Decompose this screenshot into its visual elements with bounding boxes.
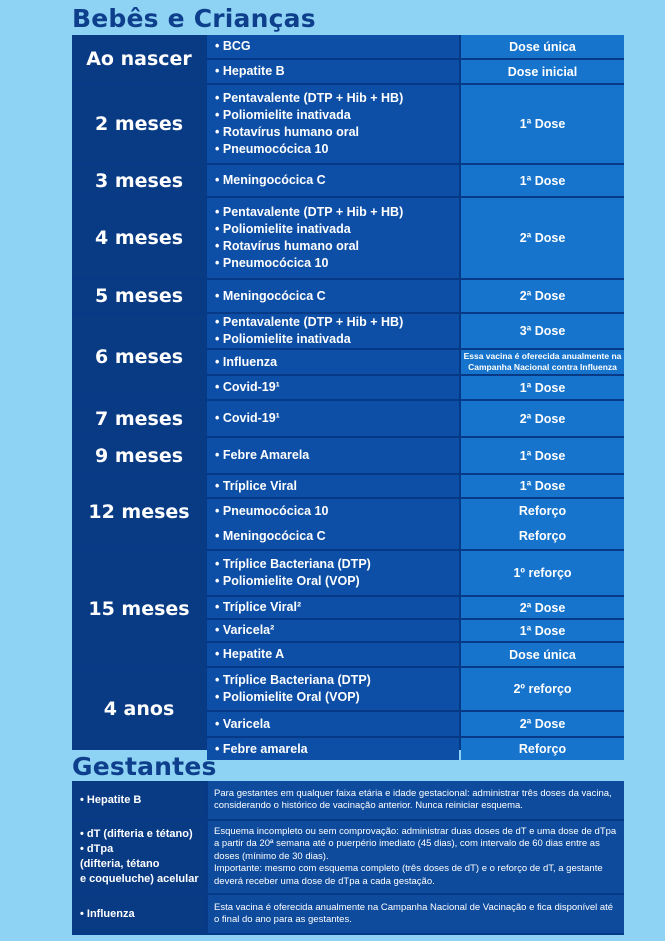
age-label: 3 meses <box>72 165 206 196</box>
dose-text: Reforço <box>518 504 567 518</box>
age-group <box>72 280 624 312</box>
vaccine-cell <box>207 350 459 374</box>
vaccine-cell <box>207 165 459 196</box>
vaccine-name: • Febre amarela <box>215 741 459 758</box>
age-group <box>72 551 624 666</box>
dose-text: 1ª Dose <box>519 623 566 638</box>
description-paragraph: Para gestantes em qualquer faixa etária e idade gestacional: administrar três doses da vacina, considerando o histórico de vacinação anterior. Nunca reiniciar esquema. <box>214 787 612 811</box>
dose-text: 1ª Dose <box>519 448 566 463</box>
age-label: Ao nascer <box>72 35 206 83</box>
vaccine-cell <box>207 35 459 58</box>
vaccine-name: • Rotavírus humano oral <box>215 124 459 141</box>
vaccine-name: • Poliomielite inativada <box>215 331 459 348</box>
age-group <box>72 165 624 196</box>
vaccine-cell <box>207 85 459 163</box>
vaccine-cell <box>207 198 459 278</box>
vaccine-name: • Poliomielite inativada <box>215 107 459 124</box>
dose-text: Reforço <box>518 742 567 756</box>
dose-cell <box>461 198 624 278</box>
dose-text: 3ª Dose <box>519 324 566 338</box>
dose-cell <box>461 597 624 618</box>
dose-text: 2ª Dose <box>519 717 566 731</box>
age-group <box>72 401 624 436</box>
dose-cell <box>461 165 624 196</box>
age-group <box>72 198 624 278</box>
pregnant-vaccine-label <box>72 781 206 819</box>
age-group <box>72 475 624 549</box>
age-group <box>72 668 624 756</box>
vaccine-name: • Hepatite A <box>215 646 459 663</box>
age-group <box>72 438 624 473</box>
vaccine-name: • Poliomielite inativada <box>215 221 459 238</box>
dose-text: 2ª Dose <box>519 289 566 303</box>
vaccine-name: • Pentavalente (DTP + Hib + HB) <box>215 204 459 221</box>
age-label: 9 meses <box>72 438 206 473</box>
dose-text: 1º reforço <box>513 566 572 580</box>
pregnant-vaccine-description <box>208 781 624 819</box>
vaccine-name: • Meningocócica C <box>215 288 459 305</box>
vaccine-cell <box>207 280 459 312</box>
section-title-babies: Bebês e Crianças <box>72 4 316 33</box>
vaccine-cell <box>207 551 459 595</box>
vaccine-cell <box>207 401 459 436</box>
description-paragraph: Esquema incompleto ou sem comprovação: administrar duas doses de dT e uma dose de dTpa a partir da 20ª semana até o puerpério imediato (45 dias), com intervalo de 60 dias entre as doses (mínimo de 30 dias). <box>214 825 617 862</box>
vaccine-cell <box>207 620 459 641</box>
vaccine-cell <box>207 499 459 523</box>
age-label: 5 meses <box>72 280 206 312</box>
age-label: 12 meses <box>72 475 206 549</box>
dose-cell <box>461 85 624 163</box>
dose-cell <box>461 620 624 641</box>
dose-text: 2ª Dose <box>519 231 566 245</box>
dose-text: 1ª Dose <box>519 479 566 493</box>
vaccine-cell <box>207 376 459 399</box>
vaccine-cell <box>207 523 459 549</box>
vaccine-name: • BCG <box>215 38 459 55</box>
dose-cell <box>461 643 624 666</box>
vaccine-name: • Poliomielite Oral (VOP) <box>215 689 459 706</box>
dose-cell <box>461 475 624 497</box>
dose-cell <box>461 401 624 436</box>
dose-cell <box>461 668 624 710</box>
vaccine-name: • Tríplice Viral <box>215 478 459 495</box>
dose-cell <box>461 280 624 312</box>
vaccine-name: • Varicela <box>215 716 459 733</box>
vaccine-cell <box>207 475 459 497</box>
pregnant-vaccine-name: • Hepatite B <box>80 793 142 806</box>
dose-cell <box>461 499 624 523</box>
age-label: 6 meses <box>72 314 206 399</box>
dose-cell <box>461 314 624 348</box>
vaccine-name: • Febre Amarela <box>215 447 459 464</box>
age-label: 15 meses <box>72 551 206 666</box>
dose-cell <box>461 35 624 58</box>
description-paragraph: Importante: mesmo com esquema completo (três doses de dT) e o reforço de dT, a gestante deverá receber uma dose de dTpa a cada gestação. <box>214 863 603 887</box>
dose-text: 2ª Dose <box>519 600 566 615</box>
vaccine-name: • Varicela² <box>215 622 459 639</box>
vaccine-name: • Tríplice Bacteriana (DTP) <box>215 672 459 689</box>
vaccine-name: • Covid-19¹ <box>215 379 459 396</box>
vaccine-name: • Pneumocócica 10 <box>215 141 459 158</box>
vaccine-name: • Rotavírus humano oral <box>215 238 459 255</box>
vaccine-name: • Covid-19¹ <box>215 410 459 427</box>
dose-cell <box>461 551 624 595</box>
dose-cell <box>461 523 624 549</box>
pregnant-vaccine-name: • Influenza <box>80 907 135 920</box>
dose-cell <box>461 376 624 399</box>
dose-text: 2ª Dose <box>519 411 566 426</box>
vaccine-cell <box>207 314 459 348</box>
pregnant-vaccine-name: • dT (difteria e tétano) <box>80 828 193 840</box>
pregnant-vaccine-description <box>208 895 624 933</box>
vaccine-name: • Poliomielite Oral (VOP) <box>215 573 459 590</box>
age-group <box>72 314 624 399</box>
dose-cell <box>461 350 624 374</box>
pregnant-vaccine-name: • dTpa <box>80 843 114 855</box>
dose-text: Reforço <box>518 529 567 543</box>
vaccine-name: • Influenza <box>215 354 459 371</box>
vaccine-cell <box>207 643 459 666</box>
pregnant-vaccine-description <box>208 821 624 893</box>
description-paragraph: Esta vacina é oferecida anualmente na Campanha Nacional de Vacinação e fica disponível até o final do ano para as gestantes. <box>214 901 614 925</box>
pregnant-vaccine-name: (difteria, tétano <box>80 858 160 870</box>
age-label: 4 meses <box>72 198 206 278</box>
section-title-pregnant: Gestantes <box>72 752 217 781</box>
pregnant-vaccine-label <box>72 895 206 933</box>
dose-text: 1ª Dose <box>519 380 566 395</box>
dose-text: Essa vacina é oferecida anualmente na Campanha Nacional contra Influenza <box>463 351 622 372</box>
dose-text: Dose inicial <box>507 64 578 79</box>
vaccine-cell <box>207 738 459 760</box>
vaccine-name: • Pneumocócica 10 <box>215 255 459 272</box>
vaccination-table <box>72 35 624 756</box>
dose-text: 2º reforço <box>513 682 572 696</box>
vaccine-cell <box>207 60 459 83</box>
dose-cell <box>461 60 624 83</box>
dose-text: 1ª Dose <box>519 173 566 188</box>
pregnant-vaccine-name: e coqueluche) acelular <box>80 873 199 885</box>
vaccine-name: • Pentavalente (DTP + Hib + HB) <box>215 90 459 107</box>
age-group <box>72 35 624 83</box>
pregnant-table <box>72 781 624 935</box>
age-group <box>72 85 624 163</box>
dose-cell <box>461 438 624 473</box>
vaccine-name: • Hepatite B <box>215 63 459 80</box>
vaccine-cell <box>207 712 459 736</box>
vaccine-name: • Pentavalente (DTP + Hib + HB) <box>215 314 459 331</box>
dose-text: Dose única <box>509 647 576 662</box>
vaccine-cell <box>207 668 459 710</box>
age-label: 4 anos <box>72 668 206 750</box>
age-label: 7 meses <box>72 401 206 436</box>
vaccine-name: • Tríplice Bacteriana (DTP) <box>215 556 459 573</box>
age-label: 2 meses <box>72 85 206 163</box>
vaccine-name: • Tríplice Viral² <box>215 599 459 616</box>
dose-text: Dose única <box>509 39 576 54</box>
dose-cell <box>461 738 624 760</box>
dose-text: 1ª Dose <box>519 117 566 131</box>
vaccine-name: • Meningocócica C <box>215 172 459 189</box>
vaccine-cell <box>207 597 459 618</box>
vaccine-cell <box>207 438 459 473</box>
vaccine-name: • Meningocócica C <box>215 528 459 545</box>
dose-cell <box>461 712 624 736</box>
vaccine-name: • Pneumocócica 10 <box>215 503 459 520</box>
pregnant-vaccine-label <box>72 821 206 893</box>
